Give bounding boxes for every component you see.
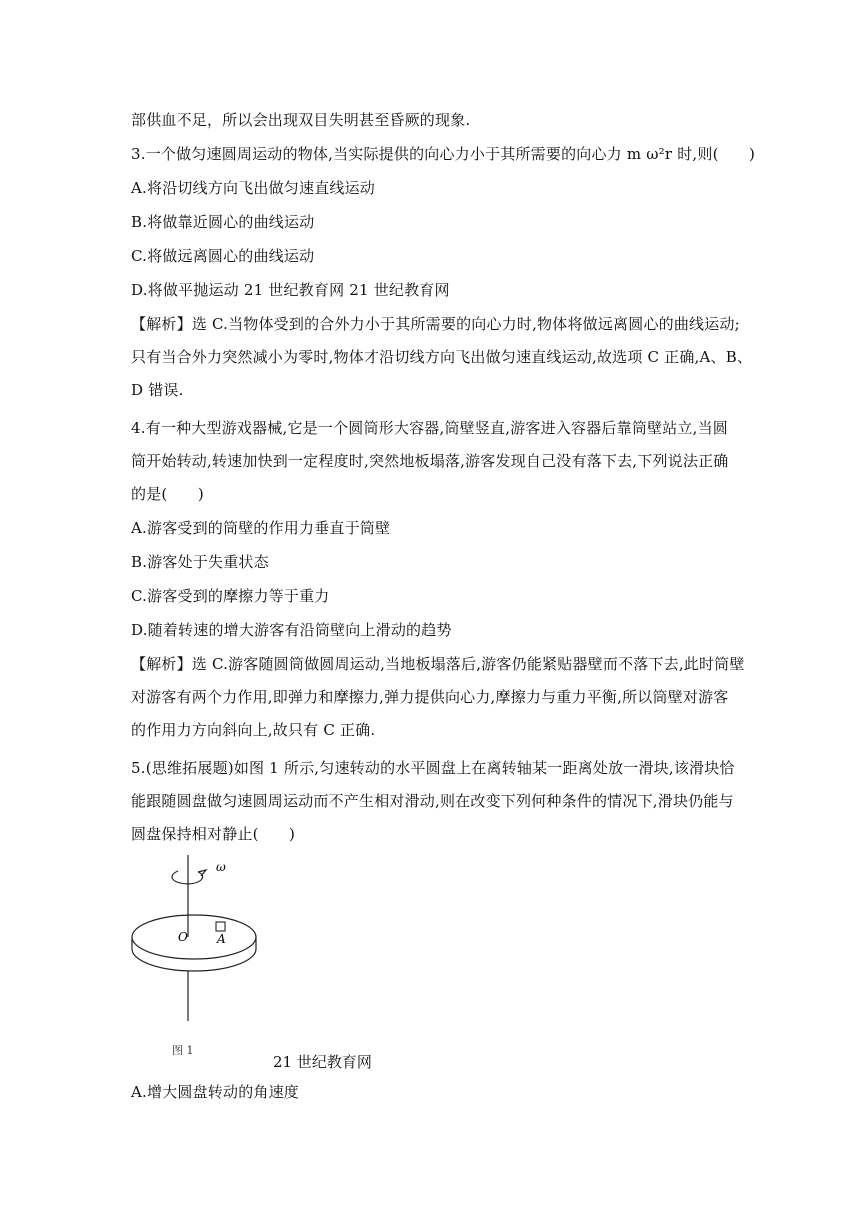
question-4-line: 筒开始转动,转速加快到一定程度时,突然地板塌落,游客发现自己没有落下去,下列说法正确 xyxy=(131,452,729,470)
block-a-label: A xyxy=(217,932,226,946)
omega-label: ω xyxy=(216,860,226,874)
analysis-line: 的作用力方向斜向上,故只有 C 正确. xyxy=(131,721,376,739)
center-o-label: O xyxy=(178,930,188,944)
option-a: A.游客受到的筒壁的作用力垂直于筒壁 xyxy=(131,519,391,537)
option-c: C.游客受到的摩擦力等于重力 xyxy=(131,587,330,605)
option-a: A.增大圆盘转动的角速度 xyxy=(131,1083,300,1101)
analysis-line: D 错误. xyxy=(131,381,184,399)
question-5-line: 圆盘保持相对静止( ) xyxy=(131,825,296,843)
option-c: C.将做远离圆心的曲线运动 xyxy=(131,247,315,265)
question-4-line: 的是( ) xyxy=(131,485,204,503)
question-5-line: 能跟随圆盘做匀速圆周运动而不产生相对滑动,则在改变下列何种条件的情况下,滑块仍能与 xyxy=(131,792,734,810)
analysis-line: 只有当合外力突然减小为零时,物体才沿切线方向飞出做匀速直线运动,故选项 C 正确,A、B、 xyxy=(131,348,753,366)
figure-label: 图 1 xyxy=(172,1044,194,1057)
option-b: B.将做靠近圆心的曲线运动 xyxy=(131,213,315,231)
analysis-line: 【解析】选 C.游客随圆筒做圆周运动,当地板塌落后,游客仍能紧贴器壁而不落下去,此时筒壁 xyxy=(131,655,745,673)
rotation-arrow-icon xyxy=(172,871,203,884)
rotating-disc-figure xyxy=(120,845,280,1065)
watermark-caption: 21 世纪教育网 xyxy=(273,1053,372,1071)
option-a: A.将沿切线方向飞出做匀速直线运动 xyxy=(131,179,376,197)
option-b: B.游客处于失重状态 xyxy=(131,553,269,571)
disc-top xyxy=(132,915,256,959)
analysis-line: 对游客有两个力作用,即弹力和摩擦力,弹力提供向心力,摩擦力与重力平衡,所以筒壁对游客 xyxy=(131,688,729,706)
question-3: 3.一个做匀速圆周运动的物体,当实际提供的向心力小于其所需要的向心力 m ω²r 时,则( ) xyxy=(131,145,756,163)
question-5: 5.(思维拓展题)如图 1 所示,匀速转动的水平圆盘上在离转轴某一距离处放一滑块,该滑块恰 xyxy=(131,759,735,777)
block-square xyxy=(216,922,225,931)
option-d: D.将做平抛运动 21 世纪教育网 21 世纪教育网 xyxy=(131,281,450,299)
analysis-line: 【解析】选 C.当物体受到的合外力小于其所需要的向心力时,物体将做远离圆心的曲线运动; xyxy=(131,315,740,333)
text-line: 部供血不足，所以会出现双目失明甚至昏厥的现象. xyxy=(131,111,471,129)
question-4: 4.有一种大型游戏器械,它是一个圆筒形大容器,筒壁竖直,游客进入容器后靠筒壁站立,当圆 xyxy=(131,419,728,437)
option-d: D.随着转速的增大游客有沿筒壁向上滑动的趋势 xyxy=(131,621,452,639)
